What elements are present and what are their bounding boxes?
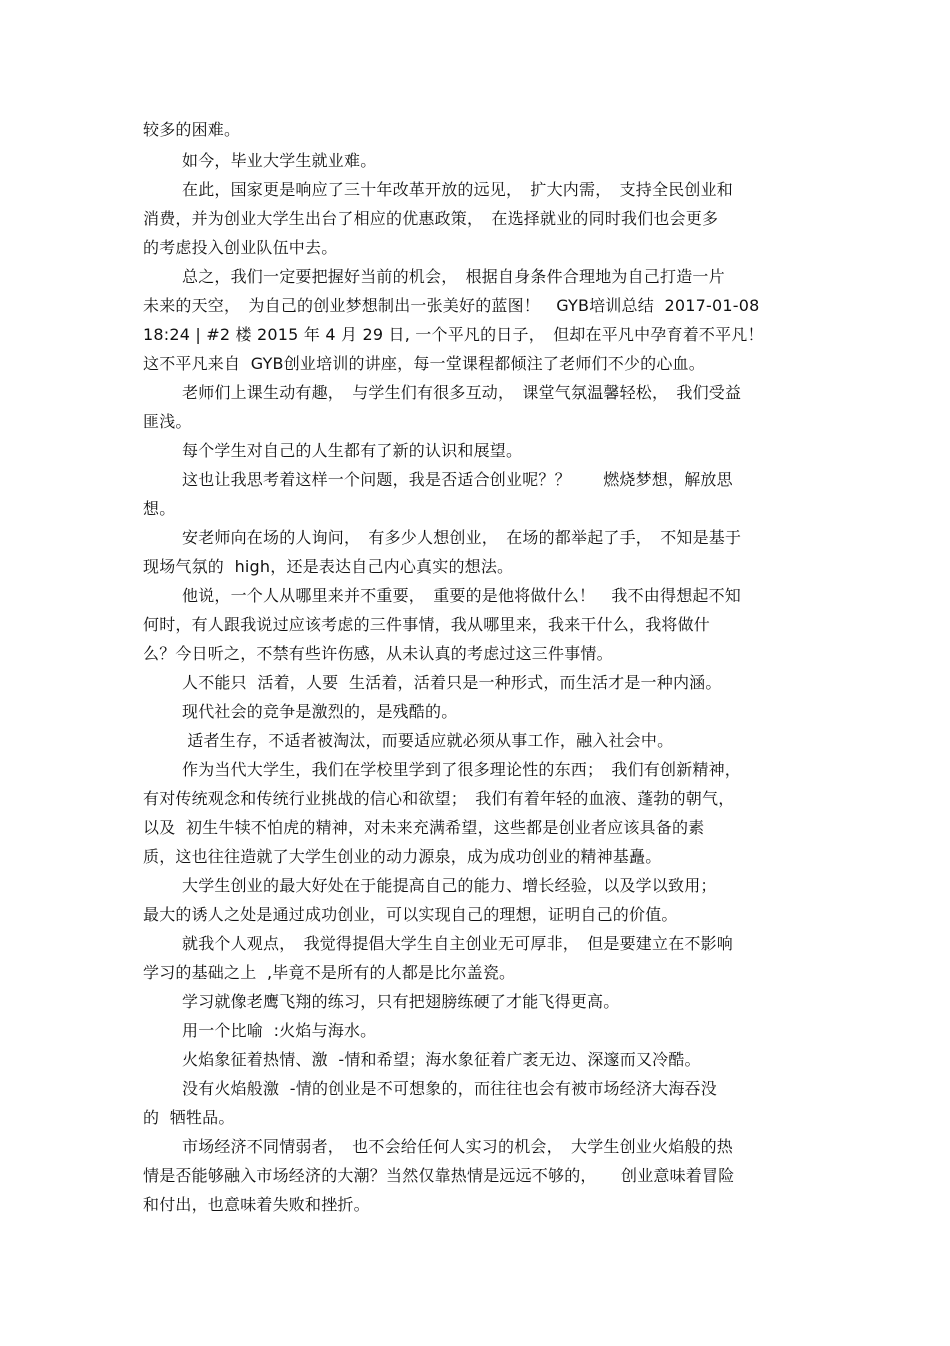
text-line: 适者生存，不适者被淘汰，而要适应就必须从事工作，融入社会中。 — [182, 731, 674, 750]
text-line: 学习的基础之上 ,毕竟不是所有的人都是比尔盖瓷。 — [143, 963, 516, 982]
text-line: 么？今日听之，不禁有些许伤感，从未认真的考虑过这三件事情。 — [143, 644, 613, 663]
text-line: 安老师向在场的人询问， 有多少人想创业， 在场的都举起了手， 不知是基于 — [182, 528, 742, 547]
text-line: 如今，毕业大学生就业难。 — [182, 151, 377, 170]
text-line: 没有火焰般激 -情的创业是不可想象的，而往往也会有被市场经济大海吞没 — [182, 1079, 717, 1098]
text-line: 有对传统观念和传统行业挑战的信心和欲望； 我们有着年轻的血液、蓬勃的朝气， — [143, 789, 735, 808]
text-line: 这不平凡来自 GYB创业培训的讲座，每一堂课程都倾注了老师们不少的心血。 — [143, 354, 705, 373]
text-line: 每个学生对自己的人生都有了新的认识和展望。 — [182, 441, 523, 460]
text-line: 学习就像老鹰飞翔的练习，只有把翅膀练硬了才能飞得更高。 — [182, 992, 620, 1011]
text-line: 质，这也往往造就了大学生创业的动力源泉，成为成功创业的精神基矗。 — [143, 847, 662, 866]
text-line: 老师们上课生动有趣， 与学生们有很多互动， 课堂气氛温馨轻松， 我们受益 — [182, 383, 742, 402]
text-line: 消费，并为创业大学生出台了相应的优惠政策， 在选择就业的同时我们也会更多 — [143, 209, 719, 228]
text-line: 就我个人观点， 我觉得提倡大学生自主创业无可厚非， 但是要建立在不影响 — [182, 934, 734, 953]
text-line: 想。 — [143, 499, 176, 518]
text-line: 人不能只 活着，人要 生活着，活着只是一种形式，而生活才是一种内涵。 — [182, 673, 722, 692]
text-line: 作为当代大学生，我们在学校里学到了很多理论性的东西； 我们有创新精神， — [182, 760, 742, 779]
text-line: 他说，一个人从哪里来并不重要， 重要的是他将做什么！ 我不由得想起不知 — [182, 586, 742, 605]
text-line: 较多的困难。 — [143, 120, 241, 139]
text-line: 何时，有人跟我说过应该考虑的三件事情，我从哪里来，我来干什么，我将做什 — [143, 615, 711, 634]
text-line: 这也让我思考着这样一个问题，我是否适合创业呢？？ 燃烧梦想，解放思 — [182, 470, 733, 489]
text-line: 匪浅。 — [143, 412, 192, 431]
text-line: 火焰象征着热情、激 -情和希望；海水象征着广袤无边、深邃而又冷酷。 — [182, 1050, 701, 1069]
text-line: 以及 初生牛犊不怕虎的精神，对未来充满希望，这些都是创业者应该具备的素 — [143, 818, 705, 837]
text-line: 最大的诱人之处是通过成功创业，可以实现自己的理想，证明自己的价值。 — [143, 905, 678, 924]
text-line: 在此，国家更是响应了三十年改革开放的远见， 扩大内需， 支持全民创业和 — [182, 180, 734, 199]
text-line: 用一个比喻 :火焰与海水。 — [182, 1021, 377, 1040]
text-line: 未来的天空， 为自己的创业梦想制出一张美好的蓝图！ GYB培训总结 2017-01-08 — [143, 296, 760, 315]
text-line: 大学生创业的最大好处在于能提高自己的能力、增长经验，以及学以致用； — [182, 876, 717, 895]
text-line: 情是否能够融入市场经济的大潮？当然仅靠热情是远远不够的， 创业意味着冒险 — [143, 1166, 735, 1185]
text-line: 和付出，也意味着失败和挫折。 — [143, 1195, 370, 1214]
text-line: 18:24 | #2 楼 2015 年 4 月 29 日, 一个平凡的日子， 但却在平凡中孕育着不平凡！ — [143, 325, 764, 344]
text-line: 总之，我们一定要把握好当前的机会， 根据自身条件合理地为自己打造一片 — [182, 267, 725, 286]
text-line: 的考虑投入创业队伍中去。 — [143, 238, 338, 257]
text-line: 现代社会的竞争是激烈的，是残酷的。 — [182, 702, 458, 721]
text-line: 市场经济不同情弱者， 也不会给任何人实习的机会， 大学生创业火焰般的热 — [182, 1137, 734, 1156]
text-line: 现场气氛的 high，还是表达自己内心真实的想法。 — [143, 557, 514, 576]
text-line: 的 牺牲品。 — [143, 1108, 235, 1127]
